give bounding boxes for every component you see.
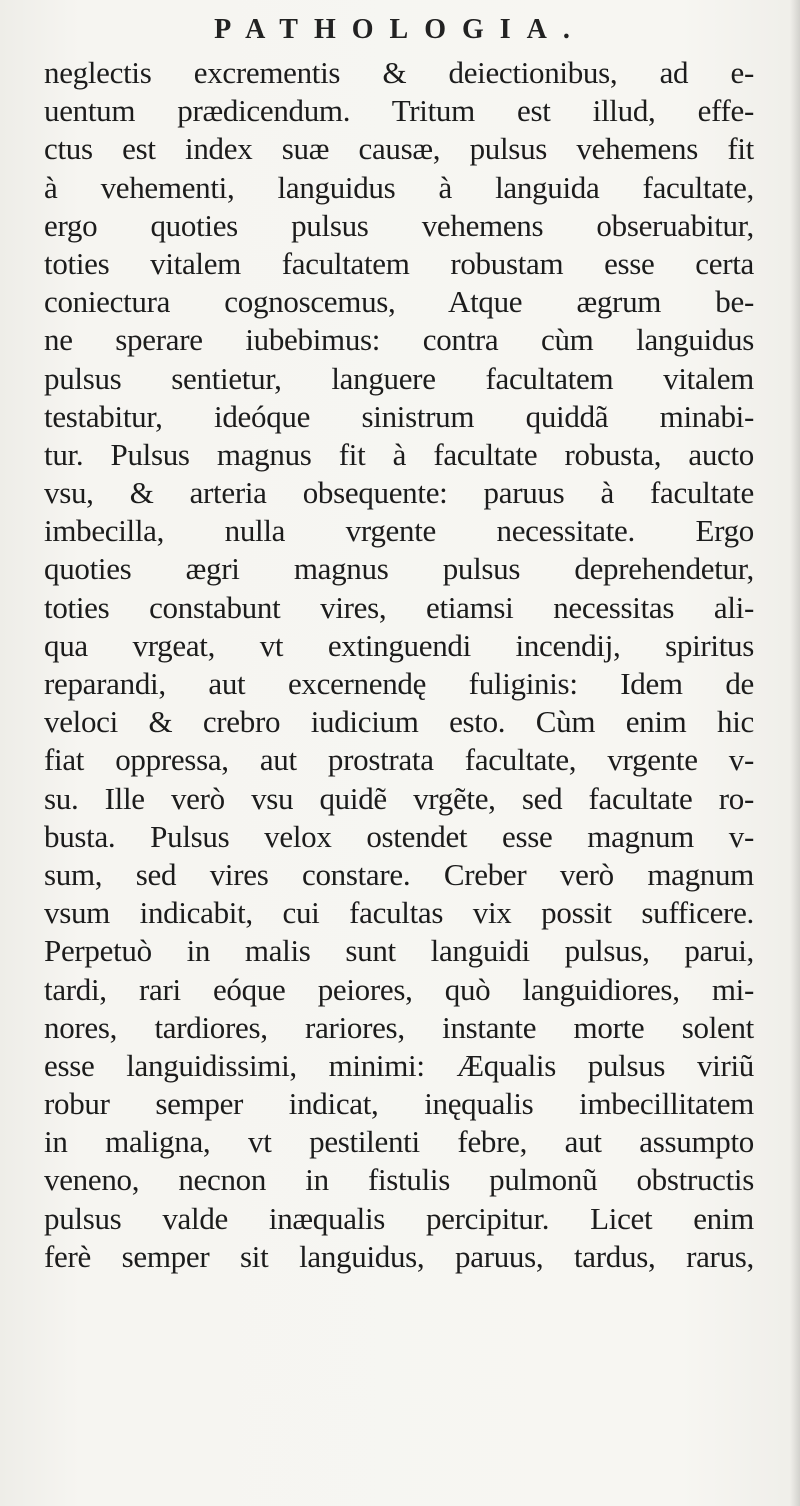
- running-head: PATHOLOGIA.: [214, 14, 586, 45]
- text-line: neglectis excrementis & deiectionibus, ad e-: [44, 55, 754, 90]
- text-line: vsum indicabit, cui facultas vix possit sufficere.: [44, 895, 754, 931]
- text-line: ne sperare iubebimus: contra cùm languidus: [44, 322, 754, 358]
- text-line: esse languidissimi, minimi: Æqualis pulsus viriũ: [44, 1047, 754, 1083]
- text-line: vsu, & arteria obsequente: paruus à facultate: [44, 475, 754, 511]
- text-line: ferè semper sit languidus, paruus, tardus, rarus,: [44, 1238, 754, 1274]
- text-line: ctus est index suæ causæ, pulsus vehemens fit: [44, 131, 754, 167]
- text-line: toties vitalem facultatem robustam esse certa: [44, 245, 754, 281]
- text-line: testabitur, ideóque sinistrum quiddã minabi-: [44, 398, 754, 434]
- text-line: tur. Pulsus magnus fit à facultate robusta, aucto: [44, 436, 754, 472]
- text-line: veneno, necnon in fistulis pulmonũ obstructis: [44, 1162, 754, 1198]
- text-line: pulsus sentietur, languere facultatem vitalem: [44, 360, 754, 396]
- text-line: veloci & crebro iudicium esto. Cùm enim hic: [44, 704, 754, 740]
- text-line: toties constabunt vires, etiamsi necessitas ali-: [44, 589, 754, 625]
- text-line: imbecilla, nulla vrgente necessitate. Ergo: [44, 513, 754, 549]
- text-line: robur semper indicat, inęqualis imbecillitatem: [44, 1086, 754, 1122]
- text-line: qua vrgeat, vt extinguendi incendij, spiritus: [44, 627, 754, 663]
- text-line: busta. Pulsus velox ostendet esse magnum v-: [44, 818, 754, 854]
- text-line: quoties ægri magnus pulsus deprehendetur,: [44, 551, 754, 587]
- page-edge-shadow: [790, 0, 800, 1506]
- text-line: fiat oppressa, aut prostrata facultate, vrgente v-: [44, 742, 754, 778]
- text-line: à vehementi, languidus à languida facultate,: [44, 169, 754, 205]
- text-line: su. Ille verò vsu quidẽ vrgẽte, sed facultate ro-: [44, 780, 754, 816]
- text-line: pulsus valde inæqualis percipitur. Licet enim: [44, 1200, 754, 1236]
- body-text: [44, 54, 754, 1276]
- text-line: in maligna, vt pestilenti febre, aut assumpto: [44, 1124, 754, 1160]
- text-line: uentum prædicendum. Tritum est illud, effe-: [44, 93, 754, 129]
- text-line: sum, sed vires constare. Creber verò magnum: [44, 856, 754, 892]
- text-line: ergo quoties pulsus vehemens obseruabitur,: [44, 207, 754, 243]
- text-line: Perpetuò in malis sunt languidi pulsus, parui,: [44, 933, 754, 969]
- text-line: tardi, rari eóque peiores, quò languidiores, mi-: [44, 971, 754, 1007]
- text-line: coniectura cognoscemus, Atque ægrum be-: [44, 284, 754, 320]
- text-line: nores, tardiores, rariores, instante morte solent: [44, 1009, 754, 1045]
- text-line: reparandi, aut excernendę fuliginis: Idem de: [44, 666, 754, 701]
